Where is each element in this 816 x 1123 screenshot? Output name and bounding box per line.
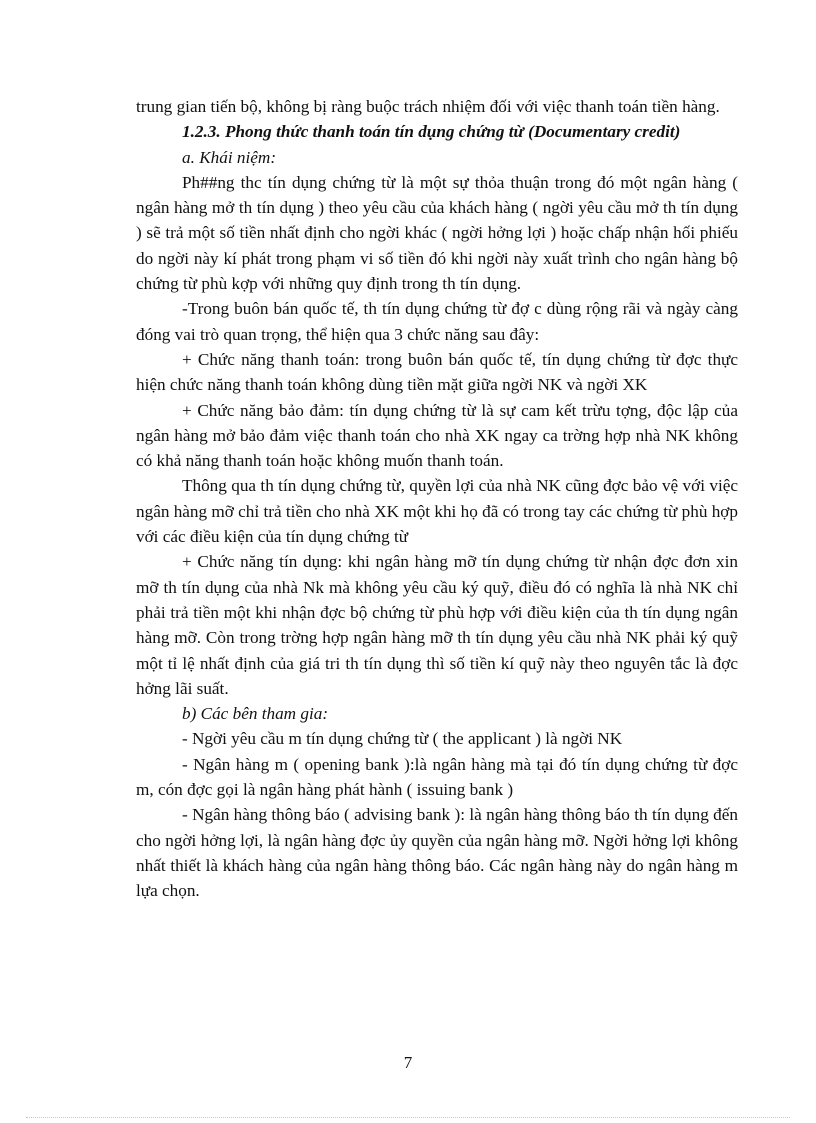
paragraph-opening-bank: - Ngân hàng m ( opening bank ):là ngân hàng mà tại đó tín dụng chứng từ đợc m, cón đợc gọi là ngân hàng phát hành ( issuing bank ) xyxy=(136,754,738,800)
paragraph-payment-function: + Chức năng thanh toán: trong buôn bán quốc tế, tín dụng chứng từ đợc thực hiện chức năng thanh toán không dùng tiền mặt giữa ngời NK và ngời XK xyxy=(136,349,738,395)
subheading-parties: b) Các bên tham gia: xyxy=(182,704,329,724)
paragraph-guarantee-function: + Chức năng bảo đảm: tín dụng chứng từ là sự cam kết trừu tợng, độc lập của ngân hàng mở bảo đảm việc thanh toán cho nhà XK ngay ca trờng hợp nhà NK không có khả năng thanh toán hoặc không muốn thanh toán. xyxy=(136,400,738,471)
paragraph-continuation: trung gian tiến bộ, không bị ràng buộc trách nhiệm đối với việc thanh toán tiền hàng. xyxy=(136,97,720,116)
paragraph-importer-rights: Thông qua th tín dụng chứng từ, quyền lợi của nhà NK cũng đợc bảo vệ với việc ngân hàng mỡ chỉ trả tiền cho nhà XK một khi họ đã có trong tay các chứng từ phù hợp với các điều kiện của tín dụng chứng từ xyxy=(136,476,738,547)
section-heading: 1.2.3. Phong thức thanh toán tín dụng chứng từ (Documentary credit) xyxy=(182,122,681,142)
body-text xyxy=(136,94,738,904)
subheading-concept: a. Khái niệm: xyxy=(182,147,277,167)
page-bottom-divider xyxy=(26,1117,790,1118)
paragraph-credit-function: + Chức năng tín dụng: khi ngân hàng mỡ tín dụng chứng từ nhận đợc đơn xin mỡ th tín dụng của nhà Nk mà không yêu cầu ký quỹ, điều đó có nghĩa là nhà NK chỉ phải trả tiền một khi nhận đợc bộ chứng từ phù hợp với điều kiện của th tín dụng ngân hàng mỡ. Còn trong trờng hợp ngân hàng mỡ th tín dụng yêu cầu nhà NK phải ký quỹ một tỉ lệ nhất định của giá tri th tín dụng thì số tiền kí quỹ này theo nguyên tắc là đợc hởng lãi suất. xyxy=(136,552,738,698)
paragraph-definition: Ph##ng thc tín dụng chứng từ là một sự thỏa thuận trong đó một ngân hàng ( ngân hàng mở th tín dụng ) theo yêu cầu của khách hàng ( ngời yêu cầu mở th tín dụng ) sẽ trả một số tiền nhất định cho ngời khác ( ngời hởng lợi ) hoặc chấp nhận hối phiếu do ngời này kí phát trong phạm vi số tiền đó khi ngời này xuất trình cho ngân hàng bộ chứng từ phù kợp với những quy định trong th tín dụng. xyxy=(136,172,738,294)
paragraph-advising-bank: - Ngân hàng thông báo ( advising bank ): là ngân hàng thông báo th tín dụng đến cho ngời hởng lợi, là ngân hàng đợc ủy quyền của ngân hàng mỡ. Ngời hởng lợi không nhất thiết là khách hàng của ngân hàng thông báo. Các ngân hàng này do ngân hàng m lựa chọn. xyxy=(136,805,738,901)
paragraph-functions-intro: -Trong buôn bán quốc tế, th tín dụng chứng từ đợ c dùng rộng rãi và ngày càng đóng vai trò quan trọng, thể hiện qua 3 chức năng sau đây: xyxy=(136,299,738,344)
paragraph-applicant: - Ngời yêu cầu m tín dụng chứng từ ( the applicant ) là ngời NK xyxy=(182,729,623,749)
page-number: 7 xyxy=(403,1053,413,1072)
